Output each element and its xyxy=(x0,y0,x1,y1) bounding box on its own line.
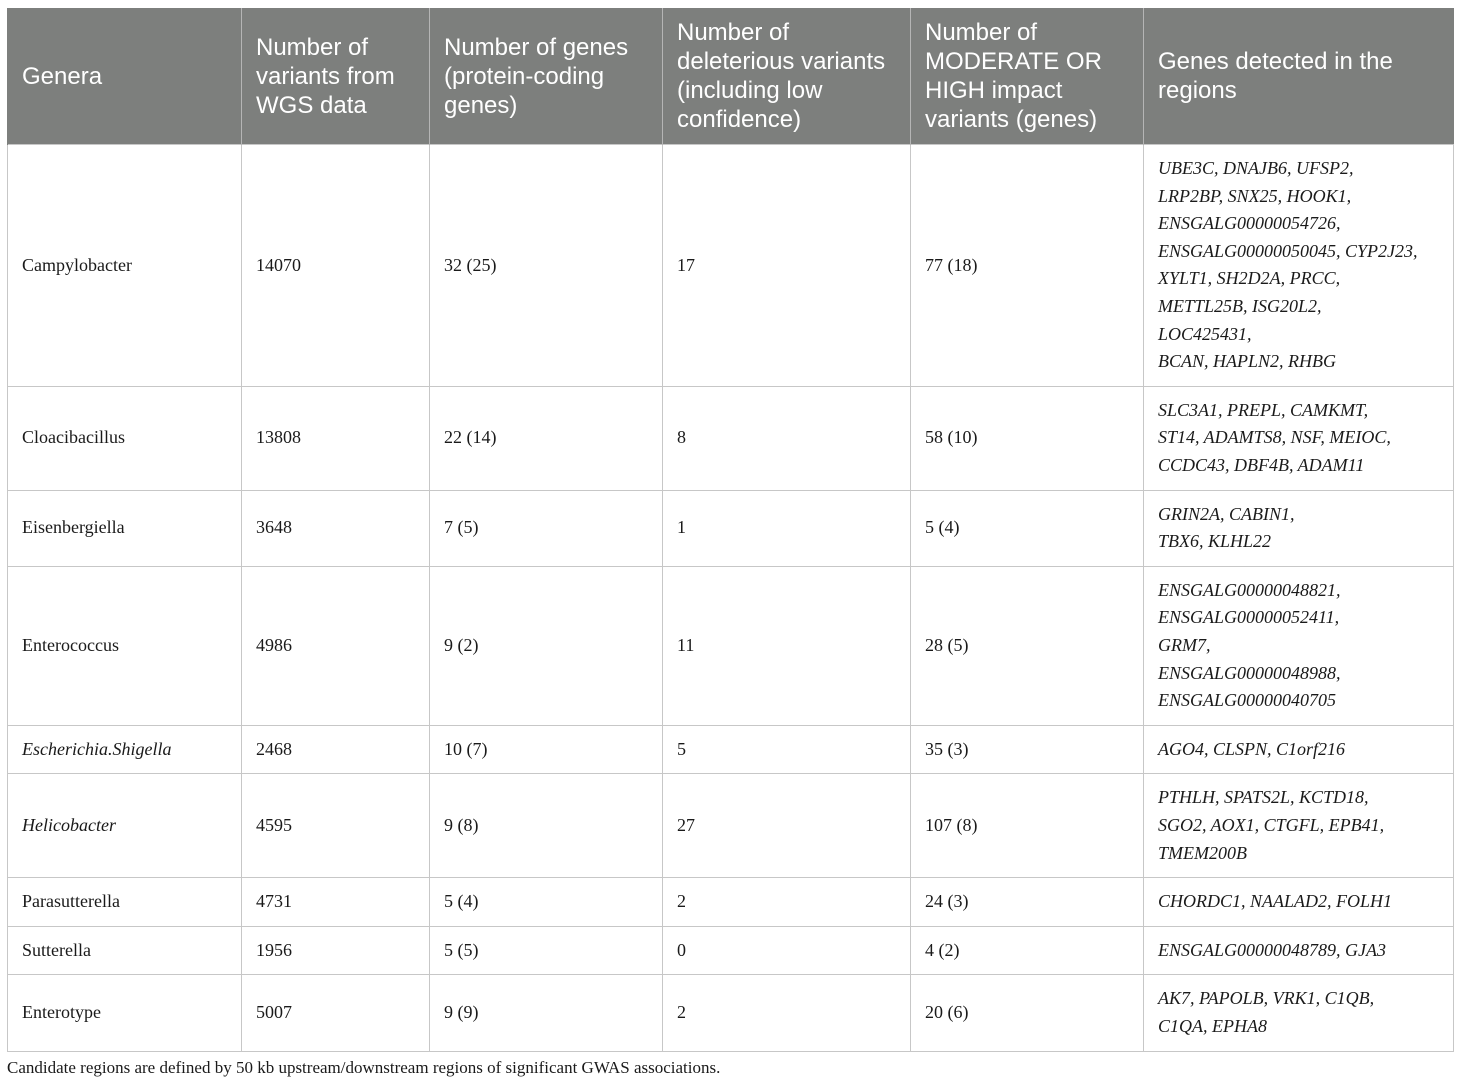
variants-cell: 4986 xyxy=(242,566,430,725)
genera-cell: Cloacibacillus xyxy=(8,386,242,490)
gene-list-line: SGO2, AOX1, CTGFL, EPB41, xyxy=(1158,814,1385,835)
deleterious-cell: 2 xyxy=(663,878,911,927)
table-row xyxy=(8,386,1454,490)
genera-cell: Enterotype xyxy=(8,975,242,1051)
detected-genes-cell xyxy=(1144,975,1454,1051)
table-row xyxy=(8,145,1454,387)
deleterious-cell: 0 xyxy=(663,926,911,975)
variants-cell: 4595 xyxy=(242,774,430,878)
table-row xyxy=(8,490,1454,566)
genera-cell: Sutterella xyxy=(8,926,242,975)
genes-count-cell: 9 (8) xyxy=(430,774,663,878)
gene-list-line: LRP2BP, SNX25, HOOK1, xyxy=(1158,185,1352,206)
moderate-high-cell: 20 (6) xyxy=(911,975,1144,1051)
header-deleterious: Number of deleterious variants (including low confidence) xyxy=(663,8,911,145)
detected-genes-cell xyxy=(1144,725,1454,774)
gene-list-line: TBX6, KLHL22 xyxy=(1158,531,1272,552)
gene-list-line: ENSGALG00000048821, xyxy=(1158,579,1341,600)
moderate-high-cell: 4 (2) xyxy=(911,926,1144,975)
results-table xyxy=(7,8,1454,1052)
variants-cell: 3648 xyxy=(242,490,430,566)
gene-list-line: ENSGALG00000040705 xyxy=(1158,690,1337,711)
gene-list-line: ST14, ADAMTS8, NSF, MEIOC, xyxy=(1158,427,1391,448)
detected-genes-cell xyxy=(1144,490,1454,566)
header-moderate-high: Number of MODERATE OR HIGH impact variants (genes) xyxy=(911,8,1144,145)
gene-list-line: UBE3C, DNAJB6, UFSP2, xyxy=(1158,158,1354,178)
gene-list-line: METTL25B, ISG20L2, xyxy=(1158,295,1322,316)
gene-list-line: TMEM200B xyxy=(1158,842,1247,863)
table-row xyxy=(8,725,1454,774)
detected-genes-cell xyxy=(1144,386,1454,490)
detected-genes-cell xyxy=(1144,566,1454,725)
moderate-high-cell: 58 (10) xyxy=(911,386,1144,490)
gene-list-line: AGO4, CLSPN, C1orf216 xyxy=(1158,738,1346,759)
gene-list-line: ENSGALG00000054726, xyxy=(1158,213,1341,234)
variants-cell: 13808 xyxy=(242,386,430,490)
gene-list-line: XYLT1, SH2D2A, PRCC, xyxy=(1158,268,1341,289)
gene-list-line: PTHLH, SPATS2L, KCTD18, xyxy=(1158,787,1369,808)
moderate-high-cell: 28 (5) xyxy=(911,566,1144,725)
variants-cell: 4731 xyxy=(242,878,430,927)
variants-cell: 14070 xyxy=(242,145,430,387)
detected-genes-cell xyxy=(1144,926,1454,975)
gene-list-line: ENSGALG00000048789, GJA3 xyxy=(1158,939,1386,960)
variants-cell: 5007 xyxy=(242,975,430,1051)
table-row xyxy=(8,774,1454,878)
gene-list-line: CCDC43, DBF4B, ADAM11 xyxy=(1158,454,1365,475)
table-row xyxy=(8,975,1454,1051)
moderate-high-cell: 5 (4) xyxy=(911,490,1144,566)
genes-count-cell: 9 (2) xyxy=(430,566,663,725)
table-row xyxy=(8,566,1454,725)
variants-cell: 1956 xyxy=(242,926,430,975)
header-detected-genes: Genes detected in the regions xyxy=(1144,8,1454,145)
genera-cell: Campylobacter xyxy=(8,145,242,387)
header-variants: Number of variants from WGS data xyxy=(242,8,430,145)
genes-count-cell: 7 (5) xyxy=(430,490,663,566)
genes-count-cell: 10 (7) xyxy=(430,725,663,774)
moderate-high-cell: 24 (3) xyxy=(911,878,1144,927)
genes-count-cell: 9 (9) xyxy=(430,975,663,1051)
gene-list-line: C1QA, EPHA8 xyxy=(1158,1016,1267,1037)
genera-cell: Helicobacter xyxy=(8,774,242,878)
genes-count-cell: 5 (5) xyxy=(430,926,663,975)
deleterious-cell: 1 xyxy=(663,490,911,566)
deleterious-cell: 27 xyxy=(663,774,911,878)
detected-genes-cell xyxy=(1144,878,1454,927)
gene-list-line: ENSGALG00000052411, xyxy=(1158,607,1340,628)
genes-count-cell: 32 (25) xyxy=(430,145,663,387)
deleterious-cell: 17 xyxy=(663,145,911,387)
header-genera: Genera xyxy=(8,8,242,145)
genera-cell: Eisenbergiella xyxy=(8,490,242,566)
header-genes: Number of genes (protein-coding genes) xyxy=(430,8,663,145)
table-body xyxy=(8,145,1454,1052)
results-table-container xyxy=(7,8,1453,1052)
deleterious-cell: 5 xyxy=(663,725,911,774)
deleterious-cell: 2 xyxy=(663,975,911,1051)
table-footnote: Candidate regions are defined by 50 kb upstream/downstream regions of significant GWAS associations. xyxy=(7,1058,721,1077)
table-header-row xyxy=(8,8,1454,145)
moderate-high-cell: 77 (18) xyxy=(911,145,1144,387)
genera-cell: Parasutterella xyxy=(8,878,242,927)
gene-list-line: BCAN, HAPLN2, RHBG xyxy=(1158,351,1336,372)
detected-genes-cell xyxy=(1144,774,1454,878)
detected-genes-cell xyxy=(1144,145,1454,387)
gene-list-line: LOC425431, xyxy=(1158,323,1252,344)
deleterious-cell: 11 xyxy=(663,566,911,725)
moderate-high-cell: 35 (3) xyxy=(911,725,1144,774)
moderate-high-cell: 107 (8) xyxy=(911,774,1144,878)
deleterious-cell: 8 xyxy=(663,386,911,490)
gene-list-line: ENSGALG00000048988, xyxy=(1158,662,1341,683)
genera-cell: Enterococcus xyxy=(8,566,242,725)
variants-cell: 2468 xyxy=(242,725,430,774)
gene-list-line: SLC3A1, PREPL, CAMKMT, xyxy=(1158,399,1369,420)
gene-list-line: CHORDC1, NAALAD2, FOLH1 xyxy=(1158,891,1393,912)
gene-list-line: GRIN2A, CABIN1, xyxy=(1158,503,1295,524)
genes-count-cell: 22 (14) xyxy=(430,386,663,490)
genes-count-cell: 5 (4) xyxy=(430,878,663,927)
gene-list-line: GRM7, xyxy=(1158,634,1211,655)
gene-list-line: AK7, PAPOLB, VRK1, C1QB, xyxy=(1158,988,1375,1009)
table-row xyxy=(8,926,1454,975)
gene-list-line: ENSGALG00000050045, CYP2J23, xyxy=(1158,240,1418,261)
table-row xyxy=(8,878,1454,927)
genera-cell: Escherichia.Shigella xyxy=(8,725,242,774)
